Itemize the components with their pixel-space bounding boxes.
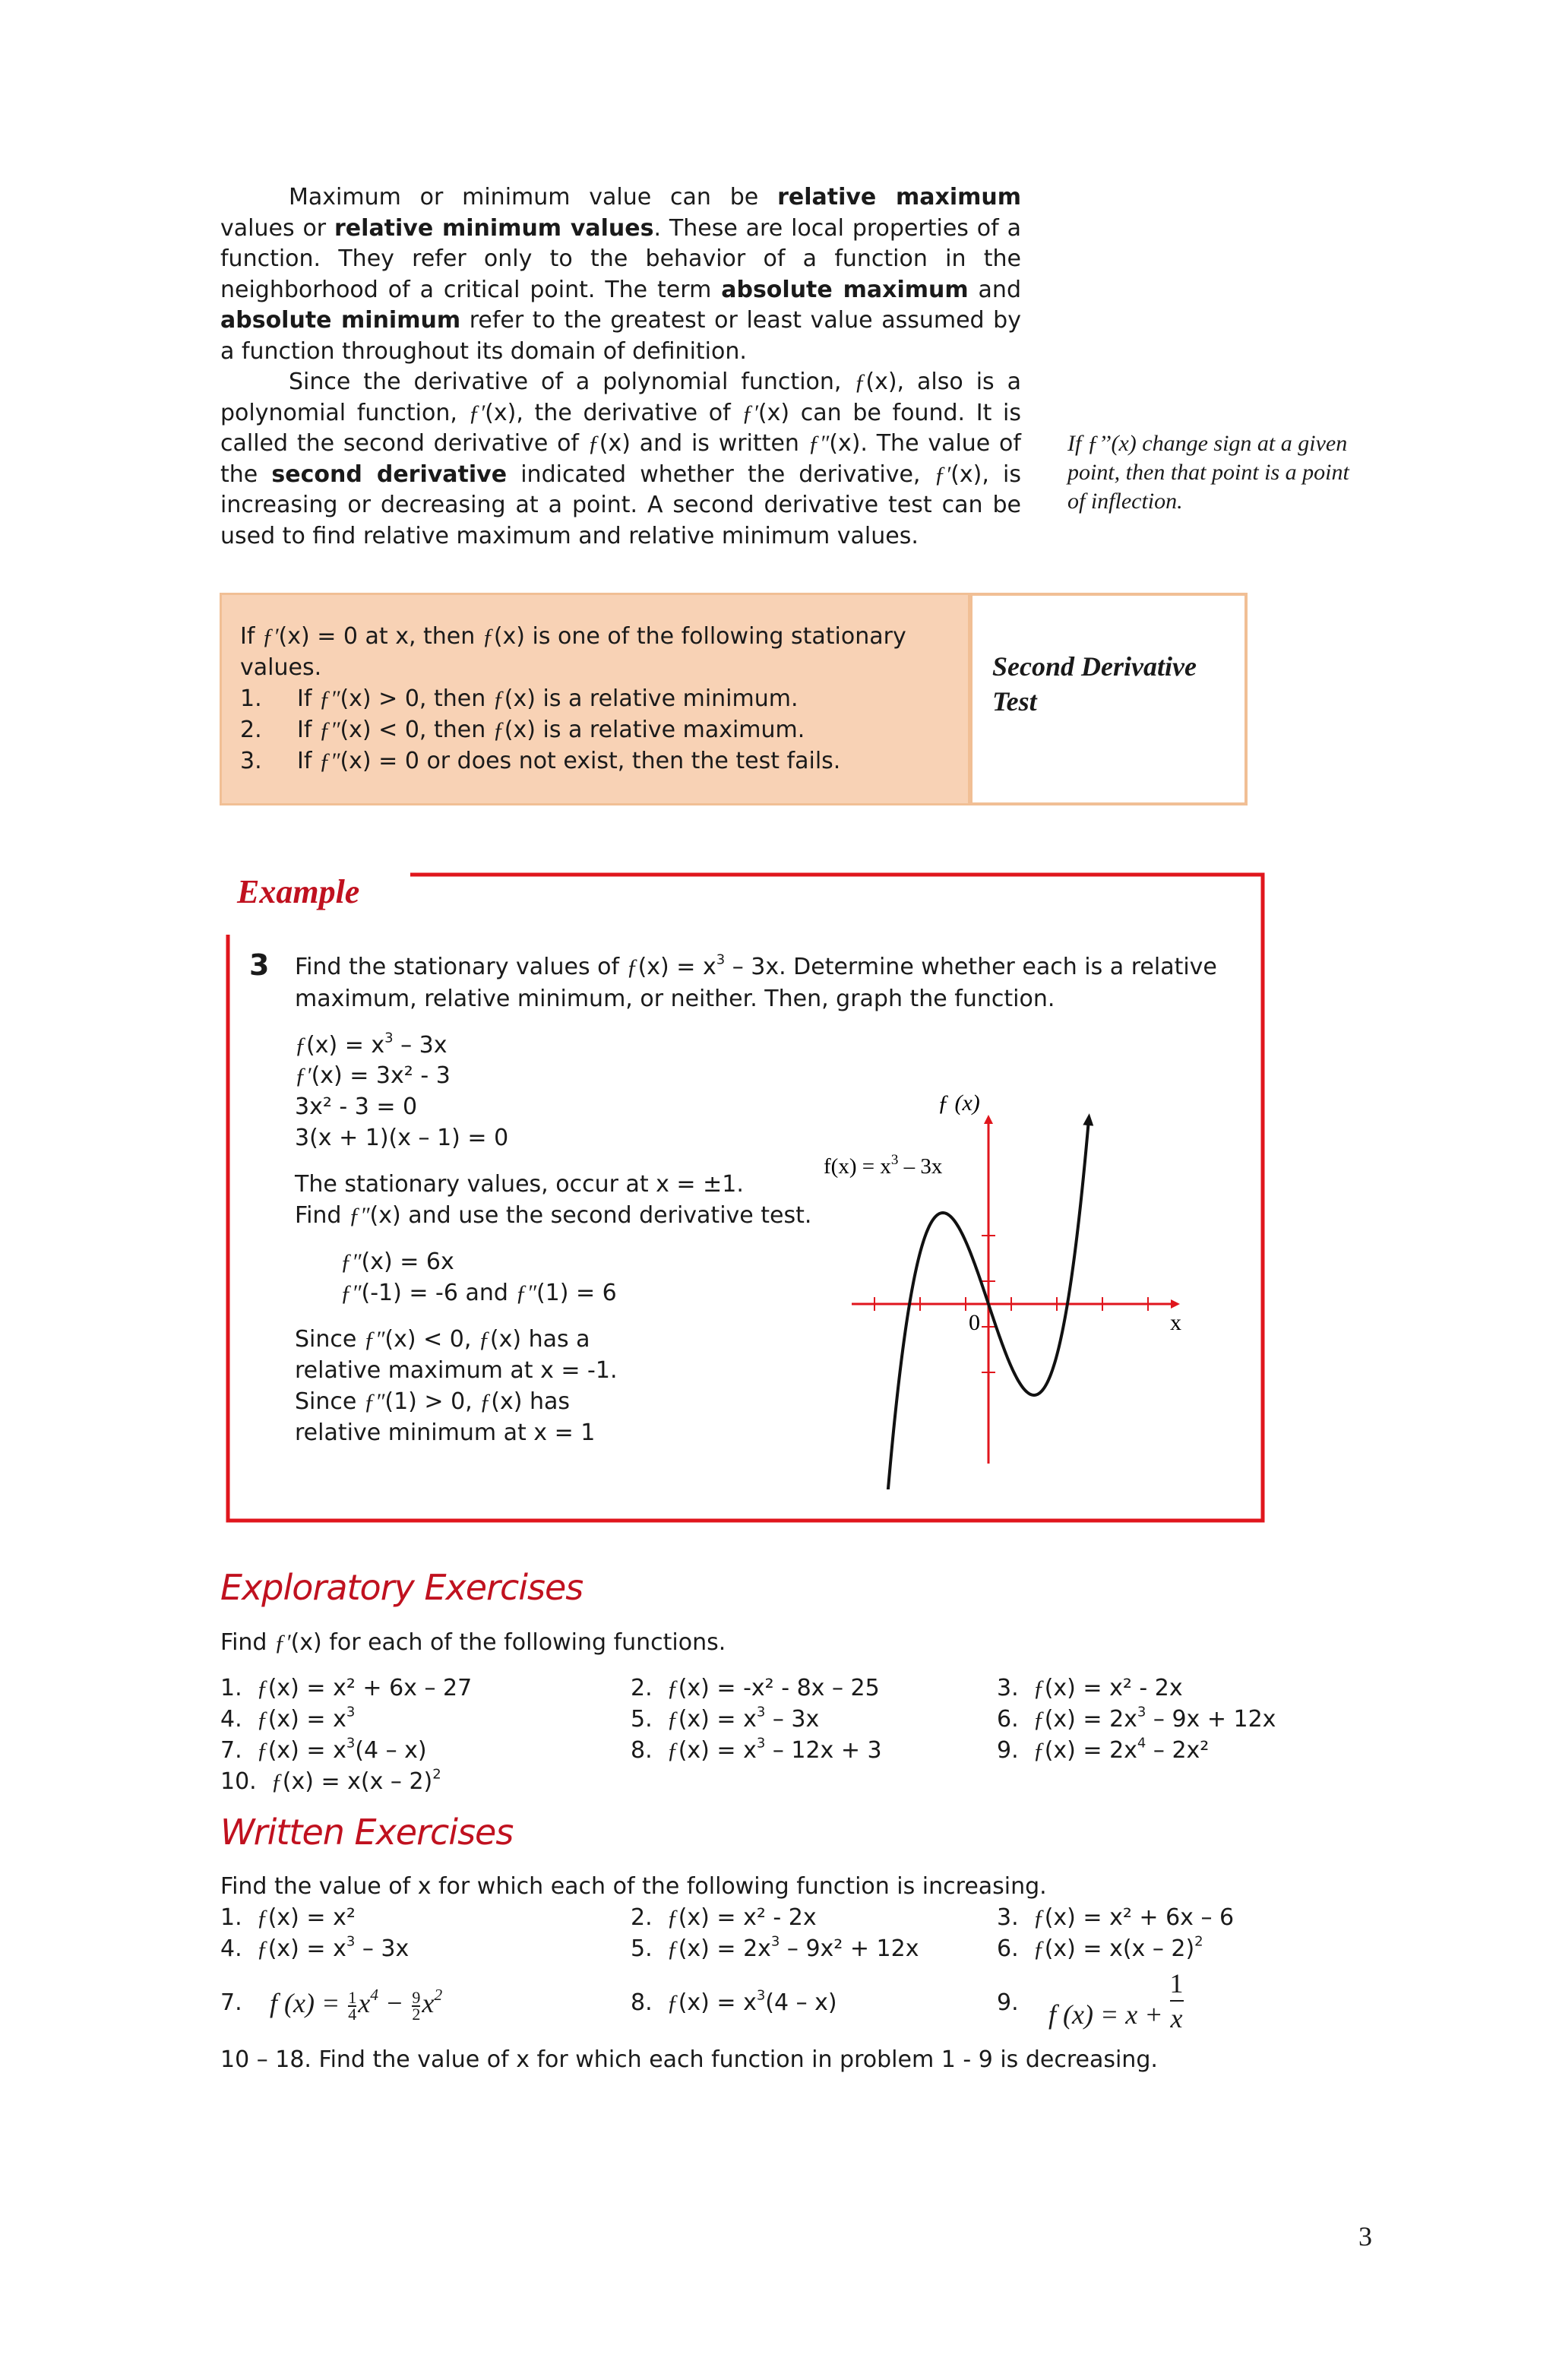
theorem-title-box [969, 593, 1248, 805]
theorem-item: 3. If ƒ″(x) = 0 or does not exist, then the test fails. [240, 748, 841, 774]
solution-step: relative maximum at x = -1. [295, 1357, 618, 1384]
function-graph [775, 1079, 1200, 1489]
exercise-item: 5. ƒ(x) = $x^3 - 3x$ [631, 1704, 820, 1733]
theorem-item: 1. If ƒ″(x) > 0, then ƒ(x) is a relative minimum. [240, 685, 799, 712]
example-problem: Find the stationary values of ƒ(x) = $x^3 - 3x$. Determine whether each is a relative maximum, relative minimum, or neither. Then, graph the function. [295, 951, 1217, 1012]
exercise-item: 1. ƒ(x) = x² + 6x – 27 [220, 1675, 473, 1701]
graph-y-label: ƒ (x) [938, 1090, 980, 1116]
margin-note: If ƒ’’(x) change sign at a given point, then that point is a point of inflection. [1067, 431, 1349, 514]
graph-x-label: x [1170, 1310, 1181, 1335]
exercise-item: 4. ƒ(x) = $x^3$ [220, 1704, 356, 1733]
exercise-item: 4. ƒ(x) = $x^3 - 3x$ [220, 1933, 410, 1962]
solution-step: ƒ″(x) = 6x [340, 1249, 454, 1275]
exploratory-instructions: Find ƒ′(x) for each of the following functions. [220, 1629, 726, 1656]
exercise-item: 9. ƒ(x) = $2x^4 - 2x^2$ [997, 1735, 1210, 1764]
exercise-item: 5. ƒ(x) = $2x^3 - 9x^2 + 12x$ [631, 1933, 919, 1962]
exercise-item: 3. ƒ(x) = x² + 6x – 6 [997, 1904, 1235, 1931]
example-label: Example [237, 873, 360, 910]
intro-paragraph-1: Maximum or minimum value can be relative maximum values or relative minimum values. These are local properties of a function. They refer only to the behavior of a function in the neighborhood of a critical point. The term absolute maximum and absolute minimum refer to the greatest or least value assumed by a function throughout its domain of definition. [220, 184, 1021, 365]
graph-curve-label: $f(x) = x^3 - 3x$ [824, 1152, 943, 1179]
solution-step: ƒ′(x) = 3x² - 3 [295, 1062, 451, 1089]
exercise-item: 6. ƒ(x) = $2x^3 - 9x + 12x$ [997, 1704, 1276, 1733]
page-number: 3 [1358, 2221, 1372, 2252]
solution-step: Find ƒ″(x) and use the second derivative test. [295, 1202, 812, 1229]
theorem-intro: If ƒ′(x) = 0 at x, then ƒ(x) is one of the following stationary values. [240, 623, 906, 681]
theorem-item: 2. If ƒ″(x) < 0, then ƒ(x) is a relative maximum. [240, 717, 805, 743]
solution-step: ƒ(x) = $x^3 - 3x$ [295, 1030, 448, 1059]
exercise-item: 2. ƒ(x) = x² - 2x [631, 1904, 817, 1931]
solution-step: Since ƒ″(x) < 0, ƒ(x) has a [295, 1326, 590, 1353]
theorem-title: Second Derivative Test [992, 651, 1197, 717]
solution-step: 3x² - 3 = 0 [295, 1093, 418, 1120]
written-last-instruction: 10 – 18. Find the value of x for which each function in problem 1 - 9 is decreasing. [220, 2046, 1158, 2073]
exercise-item: 3. ƒ(x) = x² - 2x [997, 1675, 1183, 1701]
exercise-item: 7. ƒ(x) = $x^3(4 - x)$ [220, 1735, 427, 1764]
exercise-7: f (x) = $\frac{1}{4}$ $x^4$ − $\frac{9}{2}$ $x^2$ [270, 1985, 443, 2024]
exercise-item: 6. ƒ(x) = x(x – 2)$^2$ [997, 1933, 1203, 1962]
exercise-number: 7. [220, 1989, 242, 2016]
exercise-9: f (x) = x + $\frac{1}{x}$ [1048, 1968, 1184, 2033]
exercise-number: 9. [997, 1989, 1019, 2016]
example-number: 3 [249, 948, 270, 982]
exercise-item: 2. ƒ(x) = -x² - 8x – 25 [631, 1675, 880, 1701]
exercise-item: 1. ƒ(x) = x² [220, 1904, 356, 1931]
exercise-8: 8. ƒ(x) = $x^3(4 - x)$ [631, 1987, 837, 2016]
solution-step: Since ƒ″(1) > 0, ƒ(x) has [295, 1388, 570, 1415]
exercise-item: 10. ƒ(x) = x(x – 2)$^2$ [220, 1766, 441, 1795]
intro-paragraph-2: Since the derivative of a polynomial function, ƒ(x), also is a polynomial function, ƒ′(x), the derivative of ƒ′(x) can be found. It is called the second derivative of ƒ(x) and is written ƒ″(x). The value of the second derivative indicated whether the derivative, ƒ′(x), is increasing or decreasing at a point. A second derivative test can be used to find relative maximum and relative minimum values. [220, 369, 1022, 549]
solution-step: relative minimum at x = 1 [295, 1419, 596, 1446]
written-instructions: Find the value of x for which each of the following function is increasing. [220, 1873, 1047, 1900]
exploratory-title: Exploratory Exercises [220, 1567, 584, 1608]
graph-origin-label: 0 [969, 1310, 980, 1335]
solution-step: ƒ″(-1) = -6 and ƒ″(1) = 6 [340, 1280, 617, 1306]
theorem-box [220, 593, 970, 805]
intro-text [220, 182, 1021, 552]
solution-step: 3(x + 1)(x – 1) = 0 [295, 1125, 509, 1151]
solution-step: The stationary values, occur at x = ±1. [295, 1171, 744, 1198]
written-title: Written Exercises [220, 1812, 514, 1853]
exercise-item: 8. ƒ(x) = $x^3 - 12x + 3$ [631, 1735, 882, 1764]
